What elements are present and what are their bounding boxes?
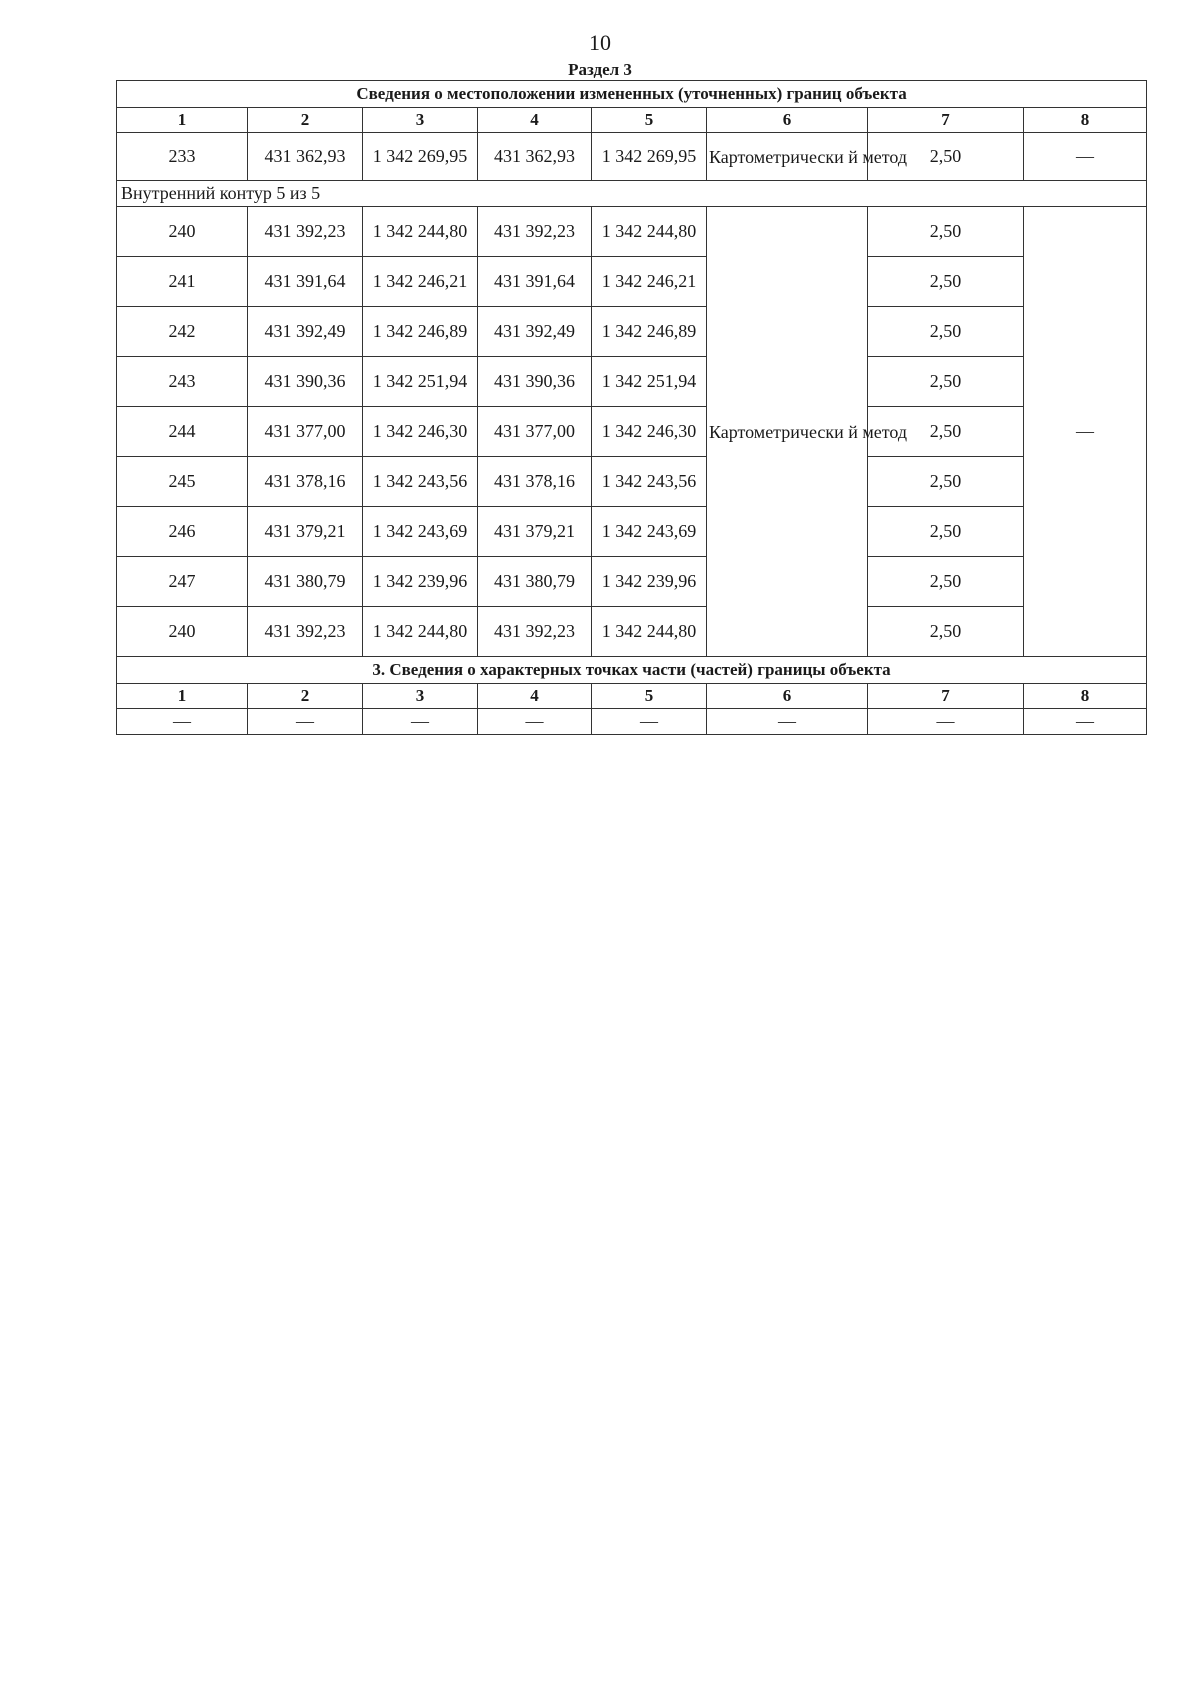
column-number: 1 bbox=[117, 108, 248, 133]
x-old-value: 431 378,16 bbox=[248, 457, 363, 507]
y-new-value: 1 342 244,80 bbox=[592, 207, 707, 257]
column-number: 5 bbox=[592, 684, 707, 709]
accuracy-value: 2,50 bbox=[868, 407, 1024, 457]
y-old-value: 1 342 244,80 bbox=[363, 607, 478, 657]
column-number-row bbox=[117, 684, 1147, 709]
x-old-value: 431 380,79 bbox=[248, 557, 363, 607]
column-number: 6 bbox=[707, 108, 868, 133]
x-new-value: 431 380,79 bbox=[478, 557, 592, 607]
y-new-value: 1 342 251,94 bbox=[592, 357, 707, 407]
column-number: 3 bbox=[363, 684, 478, 709]
column-number: 7 bbox=[868, 108, 1024, 133]
y-old-value: 1 342 244,80 bbox=[363, 207, 478, 257]
x-new-value: 431 392,49 bbox=[478, 307, 592, 357]
empty-cell: — bbox=[363, 709, 478, 735]
column-number-row bbox=[117, 108, 1147, 133]
table-row bbox=[117, 307, 1147, 357]
y-old-value: 1 342 246,21 bbox=[363, 257, 478, 307]
table-row bbox=[117, 607, 1147, 657]
table-title: Сведения о местоположении измененных (уточненных) границ объекта bbox=[117, 81, 1147, 108]
x-new-value: 431 378,16 bbox=[478, 457, 592, 507]
contour-label: Внутренний контур 5 из 5 bbox=[117, 181, 1147, 207]
accuracy-value: 2,50 bbox=[868, 607, 1024, 657]
accuracy-value: 2,50 bbox=[868, 307, 1024, 357]
accuracy-value: 2,50 bbox=[868, 507, 1024, 557]
x-old-value: 431 391,64 bbox=[248, 257, 363, 307]
section-label: Раздел 3 bbox=[568, 60, 632, 79]
point-number: 246 bbox=[117, 507, 248, 557]
y-new-value: 1 342 243,56 bbox=[592, 457, 707, 507]
column-number: 6 bbox=[707, 684, 868, 709]
y-old-value: 1 342 269,95 bbox=[363, 133, 478, 181]
y-old-value: 1 342 246,30 bbox=[363, 407, 478, 457]
method-cell: Картометрически й метод bbox=[707, 207, 868, 657]
x-new-value: 431 391,64 bbox=[478, 257, 592, 307]
point-number: 244 bbox=[117, 407, 248, 457]
accuracy-value: 2,50 bbox=[868, 457, 1024, 507]
x-old-value: 431 377,00 bbox=[248, 407, 363, 457]
accuracy-value: 2,50 bbox=[868, 557, 1024, 607]
x-new-value: 431 390,36 bbox=[478, 357, 592, 407]
x-new-value: 431 362,93 bbox=[478, 133, 592, 181]
accuracy-value: 2,50 bbox=[868, 357, 1024, 407]
empty-cell: — bbox=[478, 709, 592, 735]
empty-cell: — bbox=[248, 709, 363, 735]
method-cell: Картометрически й метод bbox=[707, 133, 868, 181]
point-number: 247 bbox=[117, 557, 248, 607]
column-number: 7 bbox=[868, 684, 1024, 709]
table-row bbox=[117, 357, 1147, 407]
y-old-value: 1 342 246,89 bbox=[363, 307, 478, 357]
x-new-value: 431 392,23 bbox=[478, 607, 592, 657]
column-number: 8 bbox=[1024, 108, 1147, 133]
boundary-table bbox=[116, 80, 1147, 735]
point-number: 240 bbox=[117, 207, 248, 257]
accuracy-value: 2,50 bbox=[868, 257, 1024, 307]
table-row bbox=[117, 557, 1147, 607]
y-new-value: 1 342 246,30 bbox=[592, 407, 707, 457]
empty-cell: — bbox=[707, 709, 868, 735]
y-old-value: 1 342 251,94 bbox=[363, 357, 478, 407]
empty-cell: — bbox=[868, 709, 1024, 735]
x-new-value: 431 377,00 bbox=[478, 407, 592, 457]
column-number: 8 bbox=[1024, 684, 1147, 709]
y-new-value: 1 342 243,69 bbox=[592, 507, 707, 557]
empty-cell: — bbox=[117, 709, 248, 735]
x-new-value: 431 392,23 bbox=[478, 207, 592, 257]
table-row bbox=[117, 709, 1147, 735]
point-number: 240 bbox=[117, 607, 248, 657]
x-old-value: 431 362,93 bbox=[248, 133, 363, 181]
table-row bbox=[117, 133, 1147, 181]
x-old-value: 431 392,23 bbox=[248, 207, 363, 257]
empty-cell: — bbox=[592, 709, 707, 735]
table-row bbox=[117, 457, 1147, 507]
table-row bbox=[117, 507, 1147, 557]
column-number: 4 bbox=[478, 684, 592, 709]
table-row bbox=[117, 407, 1147, 457]
y-old-value: 1 342 239,96 bbox=[363, 557, 478, 607]
column-number: 3 bbox=[363, 108, 478, 133]
accuracy-value: 2,50 bbox=[868, 207, 1024, 257]
x-old-value: 431 392,49 bbox=[248, 307, 363, 357]
x-new-value: 431 379,21 bbox=[478, 507, 592, 557]
column-number: 4 bbox=[478, 108, 592, 133]
x-old-value: 431 392,23 bbox=[248, 607, 363, 657]
y-new-value: 1 342 269,95 bbox=[592, 133, 707, 181]
y-new-value: 1 342 246,89 bbox=[592, 307, 707, 357]
x-old-value: 431 390,36 bbox=[248, 357, 363, 407]
point-number: 243 bbox=[117, 357, 248, 407]
table-row bbox=[117, 207, 1147, 257]
y-old-value: 1 342 243,56 bbox=[363, 457, 478, 507]
page-number: 10 bbox=[589, 30, 611, 55]
empty-cell: — bbox=[1024, 709, 1147, 735]
y-new-value: 1 342 239,96 bbox=[592, 557, 707, 607]
column-number: 5 bbox=[592, 108, 707, 133]
column-number: 1 bbox=[117, 684, 248, 709]
y-new-value: 1 342 244,80 bbox=[592, 607, 707, 657]
y-old-value: 1 342 243,69 bbox=[363, 507, 478, 557]
y-new-value: 1 342 246,21 bbox=[592, 257, 707, 307]
x-old-value: 431 379,21 bbox=[248, 507, 363, 557]
point-number: 233 bbox=[117, 133, 248, 181]
column-number: 2 bbox=[248, 108, 363, 133]
point-number: 245 bbox=[117, 457, 248, 507]
point-number: 242 bbox=[117, 307, 248, 357]
description-cell: — bbox=[1024, 133, 1147, 181]
table-row bbox=[117, 257, 1147, 307]
parts-title: 3. Сведения о характерных точках части (частей) границы объекта bbox=[117, 657, 1147, 684]
description-cell: — bbox=[1024, 207, 1147, 657]
accuracy-value: 2,50 bbox=[868, 133, 1024, 181]
point-number: 241 bbox=[117, 257, 248, 307]
column-number: 2 bbox=[248, 684, 363, 709]
